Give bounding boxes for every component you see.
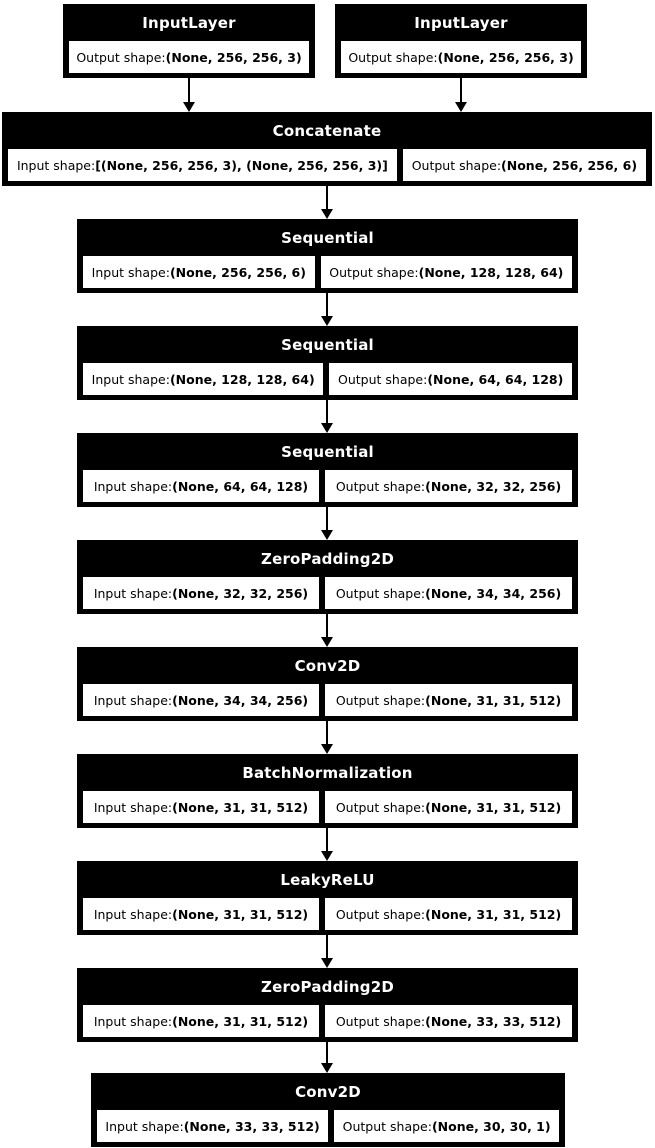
layer-node-inputlayer-2	[335, 4, 587, 78]
edge-arrow-conv1-to-batchnorm	[321, 721, 333, 754]
layer-node-leakyrelu	[77, 861, 578, 935]
arrowhead-icon	[321, 209, 333, 219]
edge-line	[326, 614, 328, 637]
shape-value: (None, 34, 34, 256)	[172, 692, 309, 708]
shape-row	[77, 791, 578, 828]
edge-arrow-sequential3-to-zeropadding1	[321, 507, 333, 540]
arrowhead-icon	[321, 851, 333, 861]
shape-label: Output shape:	[335, 585, 426, 601]
arrowhead-icon	[321, 530, 333, 540]
shape-label: Output shape:	[411, 157, 502, 173]
shape-value: (None, 128, 128, 64)	[418, 264, 564, 280]
arrowhead-icon	[321, 958, 333, 968]
shape-value: (None, 33, 33, 512)	[425, 1013, 562, 1029]
shape-label: Output shape:	[348, 49, 438, 65]
shape-value: (None, 64, 64, 128)	[172, 478, 309, 494]
shape-label: Input shape:	[105, 1118, 184, 1134]
layer-type-label: Conv2D	[295, 1082, 361, 1101]
arrowhead-icon	[321, 423, 333, 433]
layer-type-label: LeakyReLU	[280, 870, 375, 889]
shape-row	[77, 684, 578, 721]
input-shape-cell	[83, 791, 319, 823]
output-shape-cell	[329, 363, 572, 395]
shape-value: (None, 32, 32, 256)	[425, 478, 562, 494]
arrowhead-icon	[455, 102, 467, 112]
layer-node-conv2d-2	[91, 1073, 565, 1147]
shape-value: (None, 256, 256, 3)	[165, 49, 302, 65]
layer-type-label: InputLayer	[414, 13, 508, 32]
layer-type-label: BatchNormalization	[242, 763, 413, 782]
shape-value: (None, 32, 32, 256)	[172, 585, 309, 601]
input-shape-cell	[83, 363, 323, 395]
shape-value: (None, 256, 256, 3)	[437, 49, 574, 65]
layer-node-zeropadding2d-1	[77, 540, 578, 614]
arrowhead-icon	[321, 744, 333, 754]
shape-value: (None, 31, 31, 512)	[425, 692, 562, 708]
output-shape-cell	[325, 470, 572, 502]
shape-label: Input shape:	[93, 906, 173, 922]
edge-arrow-input2-to-concatenate	[455, 78, 467, 112]
shape-value: (None, 31, 31, 512)	[172, 799, 309, 815]
layer-node-zeropadding2d-2	[77, 968, 578, 1042]
layer-node-concatenate	[2, 112, 652, 186]
input-shape-cell	[83, 577, 319, 609]
edge-arrow-sequential1-to-sequential2	[321, 293, 333, 326]
shape-value: (None, 33, 33, 512)	[183, 1118, 320, 1134]
shape-value: (None, 31, 31, 512)	[425, 799, 562, 815]
edge-line	[188, 78, 190, 102]
shape-row	[63, 41, 315, 78]
output-shape-cell	[325, 791, 572, 823]
output-shape-cell	[325, 1005, 572, 1037]
shape-value: (None, 128, 128, 64)	[169, 371, 315, 387]
layer-type-label: Conv2D	[294, 656, 361, 675]
layer-type-label: Sequential	[281, 228, 374, 247]
edge-line	[326, 935, 328, 958]
shape-label: Output shape:	[335, 799, 426, 815]
output-shape-cell	[321, 256, 572, 288]
arrowhead-icon	[321, 1063, 333, 1073]
shape-label: Output shape:	[76, 49, 166, 65]
layer-type-label: InputLayer	[142, 13, 236, 32]
shape-label: Output shape:	[329, 264, 419, 280]
shape-row	[77, 898, 578, 935]
shape-label: Input shape:	[93, 799, 173, 815]
edge-arrow-input1-to-concatenate	[183, 78, 195, 112]
arrowhead-icon	[321, 637, 333, 647]
shape-label: Input shape:	[91, 371, 170, 387]
shape-row	[77, 577, 578, 614]
shape-value: (None, 256, 256, 6)	[169, 264, 306, 280]
layer-type-label: ZeroPadding2D	[261, 977, 394, 996]
shape-row	[77, 363, 578, 400]
output-shape-cell	[325, 577, 572, 609]
shape-row	[77, 1005, 578, 1042]
layer-node-conv2d-1	[77, 647, 578, 721]
output-shape-cell	[403, 149, 646, 181]
shape-label: Input shape:	[93, 692, 173, 708]
edge-line	[326, 721, 328, 744]
shape-label: Output shape:	[335, 692, 426, 708]
edge-line	[326, 186, 328, 209]
shape-row	[2, 149, 652, 186]
shape-row	[77, 256, 578, 293]
input-shape-cell	[83, 470, 319, 502]
edge-arrow-concatenate-to-sequential1	[321, 186, 333, 219]
edge-line	[460, 78, 462, 102]
layer-node-inputlayer-1	[63, 4, 315, 78]
shape-label: Input shape:	[93, 1013, 173, 1029]
shape-label: Input shape:	[91, 264, 170, 280]
edge-arrow-batchnorm-to-leakyrelu	[321, 828, 333, 861]
layer-node-sequential-3	[77, 433, 578, 507]
edge-line	[326, 293, 328, 316]
layer-type-label: ZeroPadding2D	[261, 549, 394, 568]
shape-label: Output shape:	[335, 478, 426, 494]
input-shape-cell	[8, 149, 397, 181]
shape-value: (None, 31, 31, 512)	[172, 1013, 309, 1029]
shape-label: Output shape:	[342, 1118, 432, 1134]
edge-arrow-zeropadding2-to-conv2	[321, 1042, 333, 1073]
layer-node-batchnormalization	[77, 754, 578, 828]
shape-value: (None, 34, 34, 256)	[425, 585, 562, 601]
shape-label: Output shape:	[335, 906, 426, 922]
shape-value: (None, 31, 31, 512)	[172, 906, 309, 922]
shape-row	[91, 1110, 565, 1147]
shape-value: [(None, 256, 256, 3), (None, 256, 256, 3)]	[95, 157, 388, 173]
shape-label: Input shape:	[93, 585, 173, 601]
arrowhead-icon	[321, 316, 333, 326]
shape-value: (None, 64, 64, 128)	[427, 371, 564, 387]
layer-type-label: Sequential	[281, 442, 374, 461]
shape-row	[77, 470, 578, 507]
input-shape-cell	[83, 684, 319, 716]
edge-arrow-zeropadding1-to-conv1	[321, 614, 333, 647]
input-shape-cell	[83, 1005, 319, 1037]
shape-label: Input shape:	[16, 157, 96, 173]
output-shape-cell	[325, 684, 572, 716]
layer-type-label: Concatenate	[272, 121, 382, 140]
edge-line	[326, 1042, 328, 1063]
edge-line	[326, 828, 328, 851]
shape-value: (None, 31, 31, 512)	[425, 906, 562, 922]
input-shape-cell	[83, 256, 315, 288]
arrowhead-icon	[183, 102, 195, 112]
input-shape-cell	[83, 898, 319, 930]
shape-label: Output shape:	[335, 1013, 426, 1029]
edge-arrow-sequential2-to-sequential3	[321, 400, 333, 433]
output-shape-cell	[69, 41, 309, 73]
layer-node-sequential-2	[77, 326, 578, 400]
input-shape-cell	[97, 1110, 328, 1142]
shape-label: Input shape:	[93, 478, 173, 494]
edge-arrow-leakyrelu-to-zeropadding2	[321, 935, 333, 968]
shape-label: Output shape:	[337, 371, 428, 387]
layer-type-label: Sequential	[281, 335, 374, 354]
output-shape-cell	[334, 1110, 559, 1142]
output-shape-cell	[325, 898, 572, 930]
layer-node-sequential-1	[77, 219, 578, 293]
shape-row	[335, 41, 587, 78]
edge-line	[326, 507, 328, 530]
output-shape-cell	[341, 41, 581, 73]
shape-value: (None, 30, 30, 1)	[431, 1118, 551, 1134]
shape-value: (None, 256, 256, 6)	[501, 157, 638, 173]
edge-line	[326, 400, 328, 423]
